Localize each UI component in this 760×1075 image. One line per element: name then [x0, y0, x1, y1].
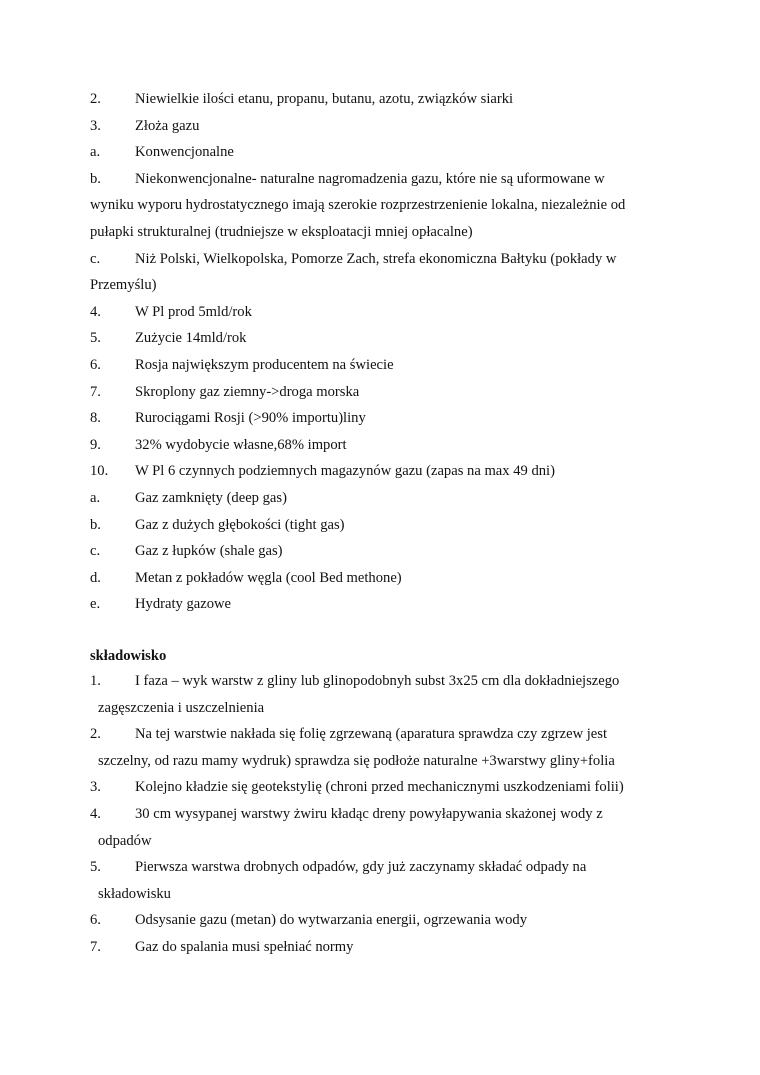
list-item — [90, 86, 670, 113]
list-marker: 4. — [90, 805, 101, 822]
list-marker: 3. — [90, 117, 101, 134]
list-item — [90, 139, 670, 166]
list-marker: a. — [90, 144, 101, 161]
list-marker: 8. — [90, 410, 101, 427]
list-marker: a. — [90, 489, 101, 506]
list-item — [90, 379, 670, 406]
list-item-text: I faza – wyk warstw z gliny lub glinopodobnyh subst 3x25 cm dla dokładniejszego — [135, 673, 620, 689]
list-item — [90, 721, 670, 774]
list-marker: 7. — [90, 383, 101, 400]
list-item-text: Konwencjonalne — [135, 144, 234, 161]
list-item — [90, 166, 670, 246]
list-item-text: Zużycie 14mld/rok — [135, 330, 247, 347]
list-item — [90, 352, 670, 379]
list-marker: 2. — [90, 91, 101, 107]
list-marker: 2. — [90, 726, 101, 743]
list-item — [90, 538, 670, 565]
list-item-text: Metan z pokładów węgla (cool Bed methone) — [135, 569, 402, 586]
list-marker: 10. — [90, 463, 109, 480]
list-item — [90, 907, 670, 934]
list-item — [90, 458, 670, 485]
list-marker: 1. — [90, 673, 101, 689]
list-marker: 7. — [90, 938, 101, 955]
list-item — [90, 512, 670, 539]
list-item-text: Złoża gazu — [135, 117, 200, 134]
list-item-text: Niekonwencjonalne- naturalne nagromadzenia gazu, które nie są uformowane w — [135, 170, 605, 187]
list-item-continuation: wyniku wyporu hydrostatycznego imają szerokie rozprzestrzenienie lokalna, niezależnie od — [90, 197, 626, 214]
list-item — [90, 668, 670, 721]
list-item — [90, 246, 670, 299]
list-item — [90, 432, 670, 459]
list-marker: 3. — [90, 779, 101, 796]
list-item-text: Gaz zamknięty (deep gas) — [135, 489, 287, 506]
list-marker: e. — [90, 596, 101, 613]
list-item-text: Rurociągami Rosji (>90% importu)liny — [135, 410, 366, 427]
list-item — [90, 299, 670, 326]
list-item — [90, 325, 670, 352]
list-item-text: 32% wydobycie własne,68% import — [135, 436, 347, 453]
list-marker: b. — [90, 170, 101, 187]
list-item — [90, 405, 670, 432]
list-item — [90, 774, 670, 801]
list-item — [90, 591, 670, 618]
list-item-continuation: Przemyślu) — [90, 277, 157, 294]
list-marker: d. — [90, 569, 101, 586]
list-item-text: Kolejno kładzie się geotekstylię (chroni przed mechanicznymi uszkodzeniami folii) — [135, 779, 624, 796]
list-marker: 6. — [90, 356, 101, 373]
list-marker: 5. — [90, 859, 101, 876]
list-item-text: Rosja największym producentem na świecie — [135, 356, 394, 373]
list-marker: 9. — [90, 436, 101, 453]
list-item-text: Niż Polski, Wielkopolska, Pomorze Zach, strefa ekonomiczna Bałtyku (pokłady w — [135, 250, 617, 267]
list-item-text: Gaz z dużych głębokości (tight gas) — [135, 516, 345, 533]
section-heading: składowisko — [90, 648, 167, 664]
list-marker: 5. — [90, 330, 101, 347]
list-item-text: Hydraty gazowe — [135, 596, 232, 613]
list-marker: c. — [90, 250, 101, 267]
list-marker: c. — [90, 543, 101, 560]
list-item-continuation: szczelny, od razu mamy wydruk) sprawdza się podłoże naturalne +3warstwy gliny+folia — [98, 752, 615, 769]
list-item-text: Pierwsza warstwa drobnych odpadów, gdy już zaczynamy składać odpady na — [135, 859, 587, 876]
gas-list — [90, 86, 670, 618]
list-item — [90, 485, 670, 512]
list-item-text: Gaz do spalania musi spełniać normy — [135, 938, 354, 955]
list-item-text: Skroplony gaz ziemny->droga morska — [135, 383, 360, 400]
list-item — [90, 113, 670, 140]
list-item-continuation: odpadów — [98, 832, 152, 849]
list-marker: 6. — [90, 912, 101, 929]
list-item — [90, 854, 670, 907]
list-item — [90, 565, 670, 592]
list-item-text: W Pl prod 5mld/rok — [135, 303, 252, 320]
list-item-text: Na tej warstwie nakłada się folię zgrzewaną (aparatura sprawdza czy zgrzew jest — [135, 726, 608, 743]
list-item-continuation: pułapki strukturalnej (trudniejsze w eksploatacji mniej opłacalne) — [90, 223, 473, 240]
list-marker: 4. — [90, 303, 101, 320]
list-item-continuation: zagęszczenia i uszczelnienia — [98, 699, 265, 716]
list-item-text: W Pl 6 czynnych podziemnych magazynów gazu (zapas na max 49 dni) — [135, 463, 555, 480]
list-item-continuation: składowisku — [98, 885, 171, 902]
list-item — [90, 801, 670, 854]
landfill-list — [90, 668, 670, 961]
list-item-text: Odsysanie gazu (metan) do wytwarzania energii, ogrzewania wody — [135, 912, 527, 929]
list-item — [90, 934, 670, 961]
list-item-text: Niewielkie ilości etanu, propanu, butanu, azotu, związków siarki — [135, 91, 514, 107]
list-item-text: Gaz z łupków (shale gas) — [135, 543, 283, 560]
list-marker: b. — [90, 516, 101, 533]
list-item-text: 30 cm wysypanej warstwy żwiru kładąc dreny powyłapywania skażonej wody z — [135, 805, 603, 822]
